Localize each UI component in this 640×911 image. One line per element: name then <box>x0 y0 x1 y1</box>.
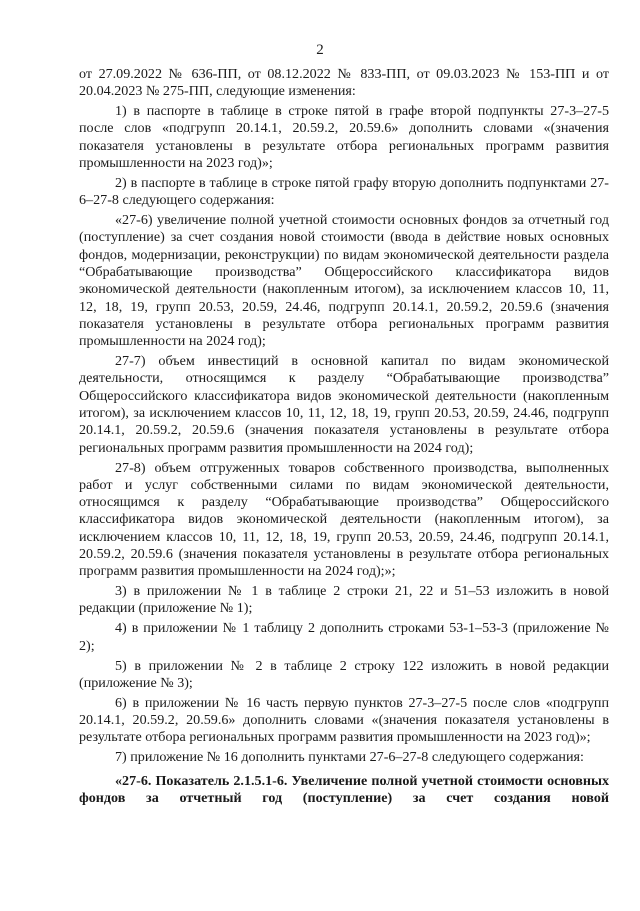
paragraph-item-6: 6) в приложении № 16 часть первую пунктов 27-3–27-5 после слов «подгрупп 20.14.1, 20.59.2, 20.59.6» дополнить словами «(значения показателя установлены в результате отбора региональных программ развития промышленности на 2023 год)»; <box>79 694 609 746</box>
paragraph-subitem-27-7: 27-7) объем инвестиций в основной капитал по видам экономической деятельности, относящимся к разделу “Обрабатывающие производства” Общероссийского классификатора видов экономической деятельности (накопленным итогом), за исключением классов 10, 11, 12, 18, 19, групп 20.53, 20.59, 24.46, подгрупп 20.14.1, 20.59.2, 20.59.6 (значения показателя установлены в результате отбора региональных программ развития промышленности на 2024 год); <box>79 353 609 456</box>
page-number: 2 <box>316 42 324 58</box>
document-body <box>79 66 609 810</box>
paragraph-intro: от 27.09.2022 № 636-ПП, от 08.12.2022 № 833-ПП, от 09.03.2023 № 153-ПП и от 20.04.2023 № 275-ПП, следующие изменения: <box>79 66 609 100</box>
paragraph-item-2: 2) в паспорте в таблице в строке пятой графу вторую дополнить подпунктами 27-6–27-8 следующего содержания: <box>79 174 609 209</box>
paragraph-item-4: 4) в приложении № 1 таблицу 2 дополнить строками 53-1–53-3 (приложение № 2); <box>79 620 609 654</box>
paragraph-item-3: 3) в приложении № 1 в таблице 2 строки 21, 22 и 51–53 изложить в новой редакции (приложение № 1); <box>79 583 609 617</box>
paragraph-subitem-27-6: «27-6) увеличение полной учетной стоимости основных фондов за отчетный год (поступление) за счет создания новой стоимости (ввода в действие новых основных фондов, модернизации, реконструкции) по видам экономической деятельности раздела “Обрабатывающие производства” Общероссийского классификатора видов экономической деятельности (накопленным итогом), за исключением классов 10, 11, 12, 18, 19, групп 20.53, 20.59, 24.46, подгрупп 20.14.1, 20.59.2, 20.59.6 (значения показателя установлены в результате отбора региональных программ развития промышленности на 2024 год); <box>79 212 609 350</box>
paragraph-item-1: 1) в паспорте в таблице в строке пятой в графе второй подпункты 27-3–27-5 после слов «подгрупп 20.14.1, 20.59.2, 20.59.6» дополнить словами «(значения показателя установлены в результате отбора региональных программ развития промышленности на 2023 год)»; <box>79 103 609 172</box>
paragraph-item-5: 5) в приложении № 2 в таблице 2 строку 122 изложить в новой редакции (приложение № 3); <box>79 657 609 691</box>
paragraph-subitem-27-8: 27-8) объем отгруженных товаров собственного производства, выполненных работ и услуг собственными силами по видам экономической деятельности, относящимся к разделу “Обрабатывающие производства” Общероссийского классификатора видов экономической деятельности (накопленным итогом), за исключением классов 10, 11, 12, 18, 19, групп 20.53, 20.59, 24.46, подгрупп 20.14.1, 20.59.2, 20.59.6 (значения показателя установлены в результате отбора региональных программ развития промышленности на 2024 год);»; <box>79 459 609 580</box>
paragraph-indicator-heading: «27-6. Показатель 2.1.5.1-6. Увеличение полной учетной стоимости основных фондов за отчетный год (поступление) за счет создания новой <box>79 772 609 806</box>
paragraph-item-7: 7) приложение № 16 дополнить пунктами 27-6–27-8 следующего содержания: <box>115 749 584 766</box>
